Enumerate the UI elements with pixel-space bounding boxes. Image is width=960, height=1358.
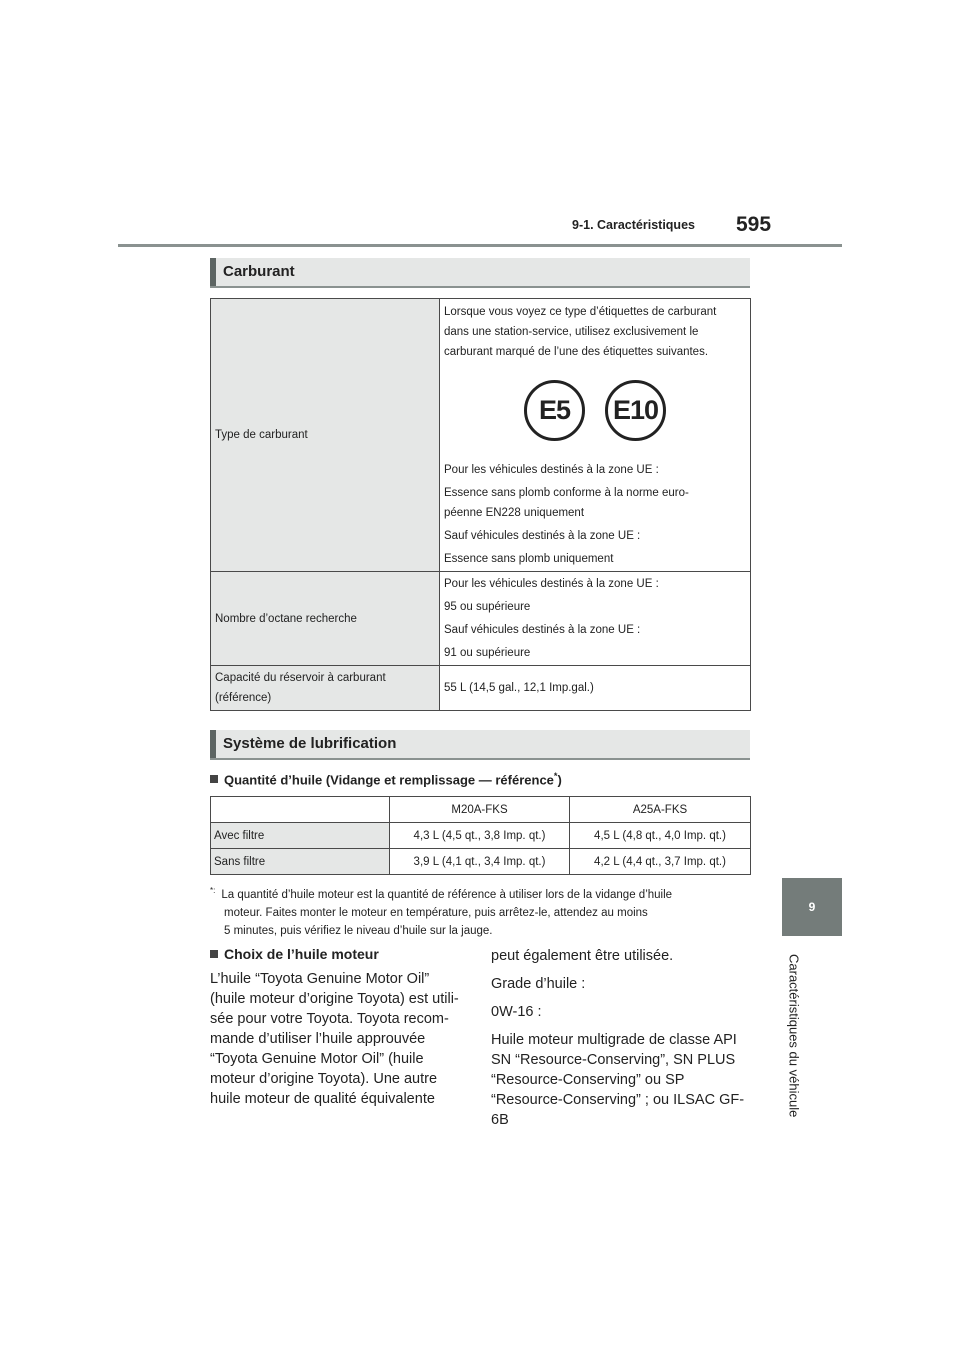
page-number: 595 bbox=[736, 213, 772, 236]
section-bar bbox=[210, 730, 216, 758]
table-header-row bbox=[211, 797, 751, 823]
heading-text: Quantité d’huile (Vidange et remplissage — référence bbox=[224, 772, 554, 788]
text-line: moteur d’origine Toyota). Une autre bbox=[210, 1071, 438, 1087]
table-cell: 4,2 L (4,4 qt., 3,7 Imp. qt.) bbox=[570, 849, 751, 875]
text-line: sée pour votre Toyota. Toyota recom- bbox=[210, 1011, 449, 1027]
text-line: 5 minutes, puis vérifiez le niveau d’huile sur la jauge. bbox=[224, 924, 493, 937]
tank-capacity-label bbox=[211, 666, 440, 711]
text-line: mande d’utiliser l’huile approuvée bbox=[210, 1031, 426, 1047]
text-line: Sauf véhicules destinés à la zone UE : bbox=[444, 624, 641, 636]
table-cell: 4,3 L (4,5 qt., 3,8 Imp. qt.) bbox=[390, 823, 570, 849]
fuel-table bbox=[210, 298, 751, 711]
text-line: “Toyota Genuine Motor Oil” (huile bbox=[210, 1051, 424, 1067]
header-rule bbox=[118, 244, 842, 247]
text-line: 6B bbox=[491, 1112, 509, 1128]
text-line: 95 ou supérieure bbox=[444, 601, 531, 613]
table-header-cell: A25A-FKS bbox=[570, 797, 751, 823]
table-header-cell: M20A-FKS bbox=[390, 797, 570, 823]
footnote bbox=[210, 882, 755, 940]
table-row bbox=[211, 823, 751, 849]
text-line: L’huile “Toyota Genuine Motor Oil” bbox=[210, 971, 430, 987]
oil-choice-heading bbox=[210, 946, 379, 962]
text-line: Pour les véhicules destinés à la zone UE : bbox=[444, 463, 659, 476]
tank-capacity-value: 55 L (14,5 gal., 12,1 Imp.gal.) bbox=[440, 666, 751, 711]
text-line: SN “Resource-Conserving”, SN PLUS bbox=[491, 1052, 736, 1068]
text-line: Sauf véhicules destinés à la zone UE : bbox=[444, 529, 641, 542]
text-line: moteur. Faites monter le moteur en température, puis arrêtez-le, attendez au moins bbox=[224, 906, 648, 919]
octane-label: Nombre d’octane recherche bbox=[211, 572, 440, 666]
chapter-title: Caractéristiques du véhicule bbox=[786, 954, 802, 1118]
octane-value bbox=[440, 572, 751, 666]
text-line: (référence) bbox=[215, 692, 272, 704]
text-line: “Resource-Conserving” ou SP bbox=[491, 1072, 685, 1088]
text-line: Pour les véhicules destinés à la zone UE : bbox=[444, 578, 659, 590]
table-cell: Sans filtre bbox=[211, 849, 390, 875]
running-header-section: 9-1. Caractéristiques bbox=[572, 218, 695, 232]
table-row bbox=[211, 572, 751, 666]
text-line: La quantité d’huile moteur est la quantité de référence à utiliser lors de la vidange d’huile bbox=[221, 888, 673, 901]
chapter-side-label bbox=[777, 946, 811, 1126]
oil-choice-text-left bbox=[210, 969, 472, 1109]
text-line: Essence sans plomb conforme à la norme euro- bbox=[444, 486, 689, 499]
section-heading-fuel bbox=[210, 258, 750, 288]
chapter-number: 9 bbox=[808, 900, 816, 914]
table-cell: 3,9 L (4,1 qt., 3,4 Imp. qt.) bbox=[390, 849, 570, 875]
text-line: 91 ou supérieure bbox=[444, 647, 531, 659]
text-line: Capacité du réservoir à carburant bbox=[215, 672, 386, 684]
square-bullet-icon bbox=[210, 775, 218, 783]
oil-grade-label: Grade d’huile : bbox=[491, 976, 586, 992]
oil-choice-text-right bbox=[491, 946, 761, 1130]
text-line: Essence sans plomb uniquement bbox=[444, 552, 614, 565]
oil-quantity-heading bbox=[210, 771, 562, 787]
text-line: peut également être utilisée. bbox=[491, 948, 674, 964]
table-cell: 4,5 L (4,8 qt., 4,0 Imp. qt.) bbox=[570, 823, 751, 849]
footnote-mark: *: bbox=[210, 886, 216, 895]
text-line: Lorsque vous voyez ce type d’étiquettes de carburant bbox=[444, 305, 717, 318]
text-line: Huile moteur multigrade de classe API bbox=[491, 1032, 737, 1048]
heading-text: Choix de l’huile moteur bbox=[224, 946, 379, 962]
oil-viscosity: 0W-16 : bbox=[491, 1004, 542, 1020]
table-header-cell bbox=[211, 797, 390, 823]
heading-close: ) bbox=[557, 772, 562, 788]
section-title: Carburant bbox=[223, 263, 295, 280]
text-line: dans une station-service, utilisez exclusivement le bbox=[444, 325, 699, 338]
section-bar bbox=[210, 258, 216, 286]
fuel-type-value bbox=[440, 299, 751, 572]
chapter-tab[interactable] bbox=[782, 878, 842, 936]
text-line: “Resource-Conserving” ; ou ILSAC GF- bbox=[491, 1092, 745, 1108]
text-line: huile moteur de qualité équivalente bbox=[210, 1091, 435, 1107]
fuel-type-label: Type de carburant bbox=[211, 299, 440, 572]
text-line: péenne EN228 uniquement bbox=[444, 506, 585, 519]
section-title: Système de lubrification bbox=[223, 735, 397, 752]
section-heading-lubrication bbox=[210, 730, 750, 760]
table-row bbox=[211, 299, 751, 572]
table-row bbox=[211, 666, 751, 711]
table-cell: Avec filtre bbox=[211, 823, 390, 849]
fuel-labels bbox=[444, 362, 746, 460]
text-line: (huile moteur d’origine Toyota) est utili- bbox=[210, 991, 459, 1007]
oil-capacity-table bbox=[210, 796, 751, 875]
text-line: carburant marqué de l’une des étiquettes suivantes. bbox=[444, 345, 709, 358]
fuel-label-e5-icon: E5 bbox=[524, 380, 585, 441]
table-row bbox=[211, 849, 751, 875]
footnote-ref: * bbox=[553, 771, 558, 781]
square-bullet-icon bbox=[210, 950, 218, 958]
fuel-label-e10-icon: E10 bbox=[605, 380, 666, 441]
